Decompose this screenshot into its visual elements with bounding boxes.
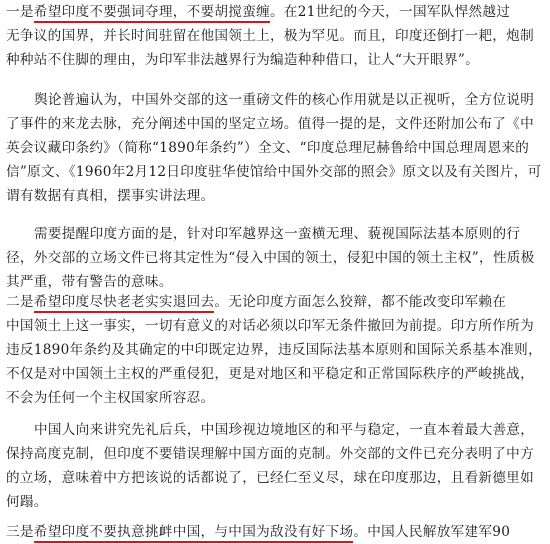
paragraph-line: 舆论普遍认为，中国外交部的这一重磅文件的核心作用就是以正视听，全方位说明 (34, 92, 535, 108)
paragraph-line: 中国人向来讲究先礼后兵，中国珍视边境地区的和平与稳定，一直本着最大善意， (34, 422, 535, 438)
paragraph-line (6, 520, 546, 544)
line-text: 。无论印度方面怎么狡辩，都不能改变印军赖在 (214, 294, 507, 310)
paragraph-5 (6, 418, 546, 514)
underlined-key-point: 希望印度不要执意挑衅中国，与中国为敌没有好下场 (34, 524, 354, 543)
paragraph-line: 不会为任何一个主权国家所容忍。 (6, 390, 215, 406)
paragraph-3 (6, 222, 546, 294)
paragraph-6 (6, 520, 546, 544)
paragraph-4 (6, 290, 546, 410)
paragraph-line: 保持高度克制，但印度不要错误理解中国方面的克制。外交部的文件已充分表明了中方 (6, 446, 534, 462)
paragraph-line: 不仅是对中国领土主权的严重侵犯，更是对地区和平稳定和正常国际秩序的严峻挑战， (6, 366, 534, 382)
paragraph-line: 违反1890年条约及其确定的中印既定边界，违反国际法基本原则和国际关系基本准则， (6, 342, 542, 358)
paragraph-line (6, 290, 546, 314)
paragraph-line: 其严重，带有警告的意味。 (6, 274, 173, 290)
line-text: 。中国人民解放军建军90 (353, 524, 511, 540)
paragraph-line: 英会议藏印条约》（简称“1890年条约”）全文、“印度总理尼赫鲁给中国总理周恩来的 (6, 140, 530, 156)
point-prefix: 二是 (6, 294, 34, 310)
paragraph-line (6, 0, 546, 24)
point-prefix: 三是 (6, 524, 34, 540)
line-text: 。在21世纪的今天，一国军队悍然越过 (270, 4, 511, 20)
paragraph-line: 径，外交部的立场文件已将其定性为“侵入中国的领土，侵犯中国的领土主权”，性质极 (6, 250, 535, 266)
underlined-key-point: 希望印度不要强词夺理，不要胡搅蛮缠 (34, 4, 270, 23)
paragraph-line: 信”原文、《1960年2月12日印度驻华使馆给中国外交部的照会》原文以及有关图片，可 (6, 164, 542, 180)
paragraph-line: 谓有数据有真相，摆事实讲法理。 (6, 188, 215, 204)
paragraph-2 (6, 88, 546, 208)
underlined-key-point: 希望印度尽快老老实实退回去 (34, 294, 215, 313)
paragraph-line: 中国领土上这一事实，一切有意义的对话必须以印军无条件撤回为前提。印方所作所为 (6, 318, 534, 334)
paragraph-line: 了事件的来龙去脉，充分阐述中国的坚定立场。值得一提的是，文件还附加公布了《中 (6, 116, 534, 132)
paragraph-line: 的立场，意味着中方把该说的话都说了，已经仁至义尽，球在印度那边，且看新德里如 (6, 470, 534, 486)
paragraph-line: 种种站不住脚的理由，为印军非法越界行为编造种种借口，让人“大开眼界”。 (6, 52, 479, 68)
paragraph-line: 需要提醒印度方面的是，针对印军越界这一蛮横无理、藐视国际法基本原则的行 (34, 226, 521, 242)
paragraph-line: 何蹋。 (6, 494, 48, 510)
point-prefix: 一是 (6, 4, 34, 20)
paragraph-1 (6, 0, 546, 72)
paragraph-line: 无争议的国界，并长时间驻留在他国领土上，极为罕见。而且，印度还倒打一耙，炮制 (6, 28, 534, 44)
